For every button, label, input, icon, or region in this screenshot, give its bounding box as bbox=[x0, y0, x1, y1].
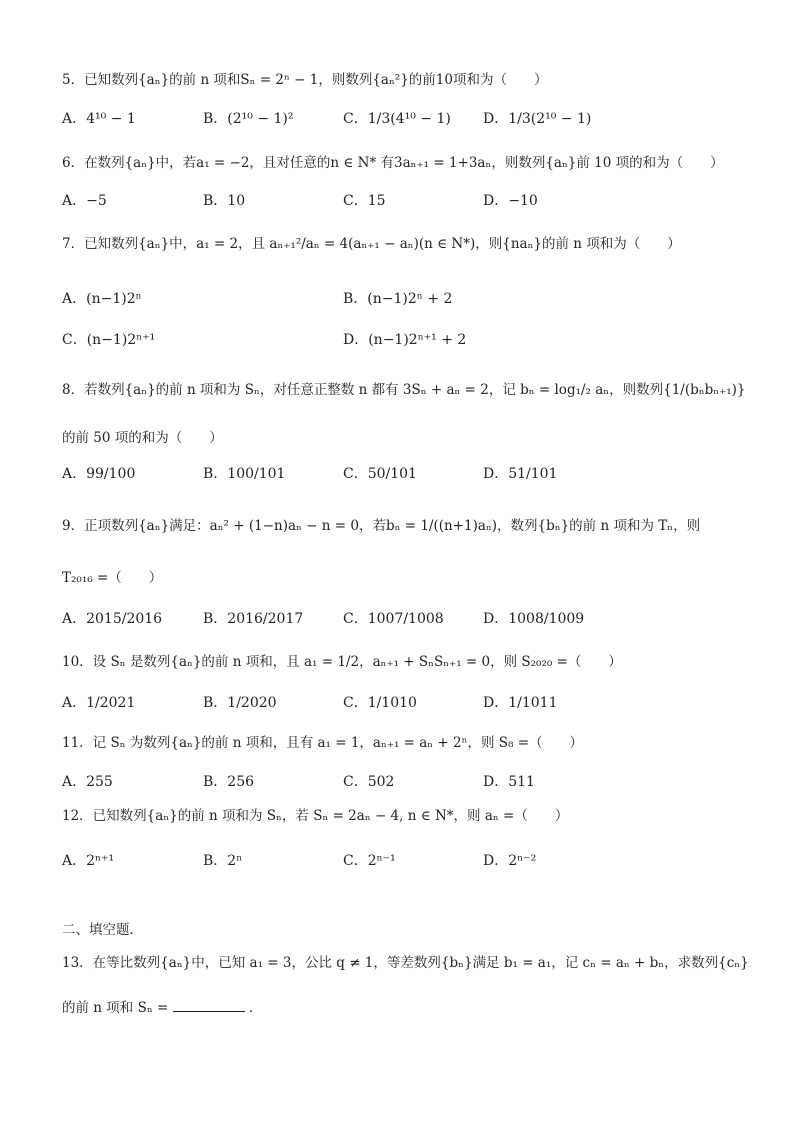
question-10-stem: 10．设 Sₙ 是数列{aₙ}的前 n 项和，且 a₁ = 1/2，aₙ₊₁ + SₙSₙ₊₁ = 0，则 S₂₀₂₀ =（ ） bbox=[62, 654, 622, 670]
question-7-options-row1 bbox=[62, 288, 762, 318]
option-c[interactable]: C．1/1010 bbox=[343, 695, 417, 711]
option-b[interactable]: B．100/101 bbox=[203, 466, 286, 482]
question-9-stem-continued: T₂₀₁₆ =（ ） bbox=[62, 570, 163, 586]
option-a[interactable]: A．4¹⁰ − 1 bbox=[62, 111, 136, 127]
question-12-stem: 12．已知数列{aₙ}的前 n 项和为 Sₙ，若 Sₙ = 2aₙ − 4, n ∈ N*，则 aₙ =（ ） bbox=[62, 808, 569, 824]
question-9-stem: 9．正项数列{aₙ}满足：aₙ² + (1−n)aₙ − n = 0，若bₙ = 1/((n+1)aₙ)，数列{bₙ}的前 n 项和为 Tₙ，则 bbox=[62, 518, 701, 534]
option-d[interactable]: D．−10 bbox=[483, 193, 538, 209]
option-d[interactable]: D．1/1011 bbox=[483, 695, 558, 711]
question-13-stem: 13．在等比数列{aₙ}中，已知 a₁ = 3，公比 q ≠ 1，等差数列{bₙ}满足 b₁ = a₁，记 cₙ = aₙ + bₙ，求数列{cₙ} bbox=[62, 955, 749, 971]
question-10-options bbox=[62, 692, 762, 722]
option-c[interactable]: C．1/3(4¹⁰ − 1) bbox=[343, 111, 451, 127]
question-8-options bbox=[62, 463, 762, 493]
question-9-options bbox=[62, 608, 762, 638]
option-d[interactable]: D．2ⁿ⁻² bbox=[483, 853, 537, 869]
section-heading-fill-in: 二、填空题． bbox=[62, 922, 143, 938]
question-13-stem-continued bbox=[62, 997, 262, 1018]
question-7-options-row2 bbox=[62, 329, 762, 359]
option-c[interactable]: C．1007/1008 bbox=[343, 611, 444, 627]
option-a[interactable]: A．255 bbox=[62, 774, 113, 790]
option-a[interactable]: A．−5 bbox=[62, 193, 107, 209]
question-8-stem: 8．若数列{aₙ}的前 n 项和为 Sₙ，对任意正整数 n 都有 3Sₙ + aₙ = 2，记 bₙ = log₁/₂ aₙ，则数列{1/(bₙbₙ₊₁)} bbox=[62, 382, 746, 398]
option-b[interactable]: B．(2¹⁰ − 1)² bbox=[203, 111, 294, 127]
option-c[interactable]: C．50/101 bbox=[343, 466, 417, 482]
question-11-options bbox=[62, 771, 762, 801]
question-5-options bbox=[62, 108, 762, 138]
question-6-options bbox=[62, 190, 762, 220]
option-b[interactable]: B．2ⁿ bbox=[203, 853, 243, 869]
option-b[interactable]: B．(n−1)2ⁿ + 2 bbox=[343, 291, 453, 307]
question-8-stem-continued: 的前 50 项的和为（ ） bbox=[62, 430, 223, 446]
question-13-period: ． bbox=[248, 1000, 263, 1016]
option-a[interactable]: A．2015/2016 bbox=[62, 611, 163, 627]
question-7-stem: 7．已知数列{aₙ}中，a₁ = 2，且 aₙ₊₁²/aₙ = 4(aₙ₊₁ − aₙ)(n ∈ N*)，则{naₙ}的前 n 项和为（ ） bbox=[62, 236, 681, 252]
option-c[interactable]: C．(n−1)2ⁿ⁺¹ bbox=[62, 332, 156, 348]
question-11-stem: 11．记 Sₙ 为数列{aₙ}的前 n 项和，且有 a₁ = 1，aₙ₊₁ = aₙ + 2ⁿ，则 S₈ =（ ） bbox=[62, 735, 584, 751]
option-a[interactable]: A．2ⁿ⁺¹ bbox=[62, 853, 115, 869]
option-b[interactable]: B．2016/2017 bbox=[203, 611, 304, 627]
option-c[interactable]: C．502 bbox=[343, 774, 395, 790]
answer-blank[interactable] bbox=[173, 997, 245, 1012]
option-b[interactable]: B．10 bbox=[203, 193, 246, 209]
option-c[interactable]: C．15 bbox=[343, 193, 386, 209]
question-12-options bbox=[62, 850, 762, 880]
question-5-stem: 5．已知数列{aₙ}的前 n 项和Sₙ = 2ⁿ − 1，则数列{aₙ²}的前10项和为（ ） bbox=[62, 72, 548, 88]
option-a[interactable]: A．1/2021 bbox=[62, 695, 136, 711]
option-d[interactable]: D．(n−1)2ⁿ⁺¹ + 2 bbox=[343, 332, 467, 348]
option-a[interactable]: A．(n−1)2ⁿ bbox=[62, 291, 142, 307]
option-b[interactable]: B．256 bbox=[203, 774, 255, 790]
option-d[interactable]: D．1/3(2¹⁰ − 1) bbox=[483, 111, 592, 127]
question-13-prompt: 的前 n 项和 Sₙ = bbox=[62, 1000, 169, 1016]
option-a[interactable]: A．99/100 bbox=[62, 466, 136, 482]
option-b[interactable]: B．1/2020 bbox=[203, 695, 277, 711]
option-c[interactable]: C．2ⁿ⁻¹ bbox=[343, 853, 396, 869]
option-d[interactable]: D．1008/1009 bbox=[483, 611, 585, 627]
question-6-stem: 6．在数列{aₙ}中，若a₁ = −2，且对任意的n ∈ N* 有3aₙ₊₁ = 1+3aₙ，则数列{aₙ}前 10 项的和为（ ） bbox=[62, 155, 724, 171]
option-d[interactable]: D．511 bbox=[483, 774, 535, 790]
option-d[interactable]: D．51/101 bbox=[483, 466, 558, 482]
